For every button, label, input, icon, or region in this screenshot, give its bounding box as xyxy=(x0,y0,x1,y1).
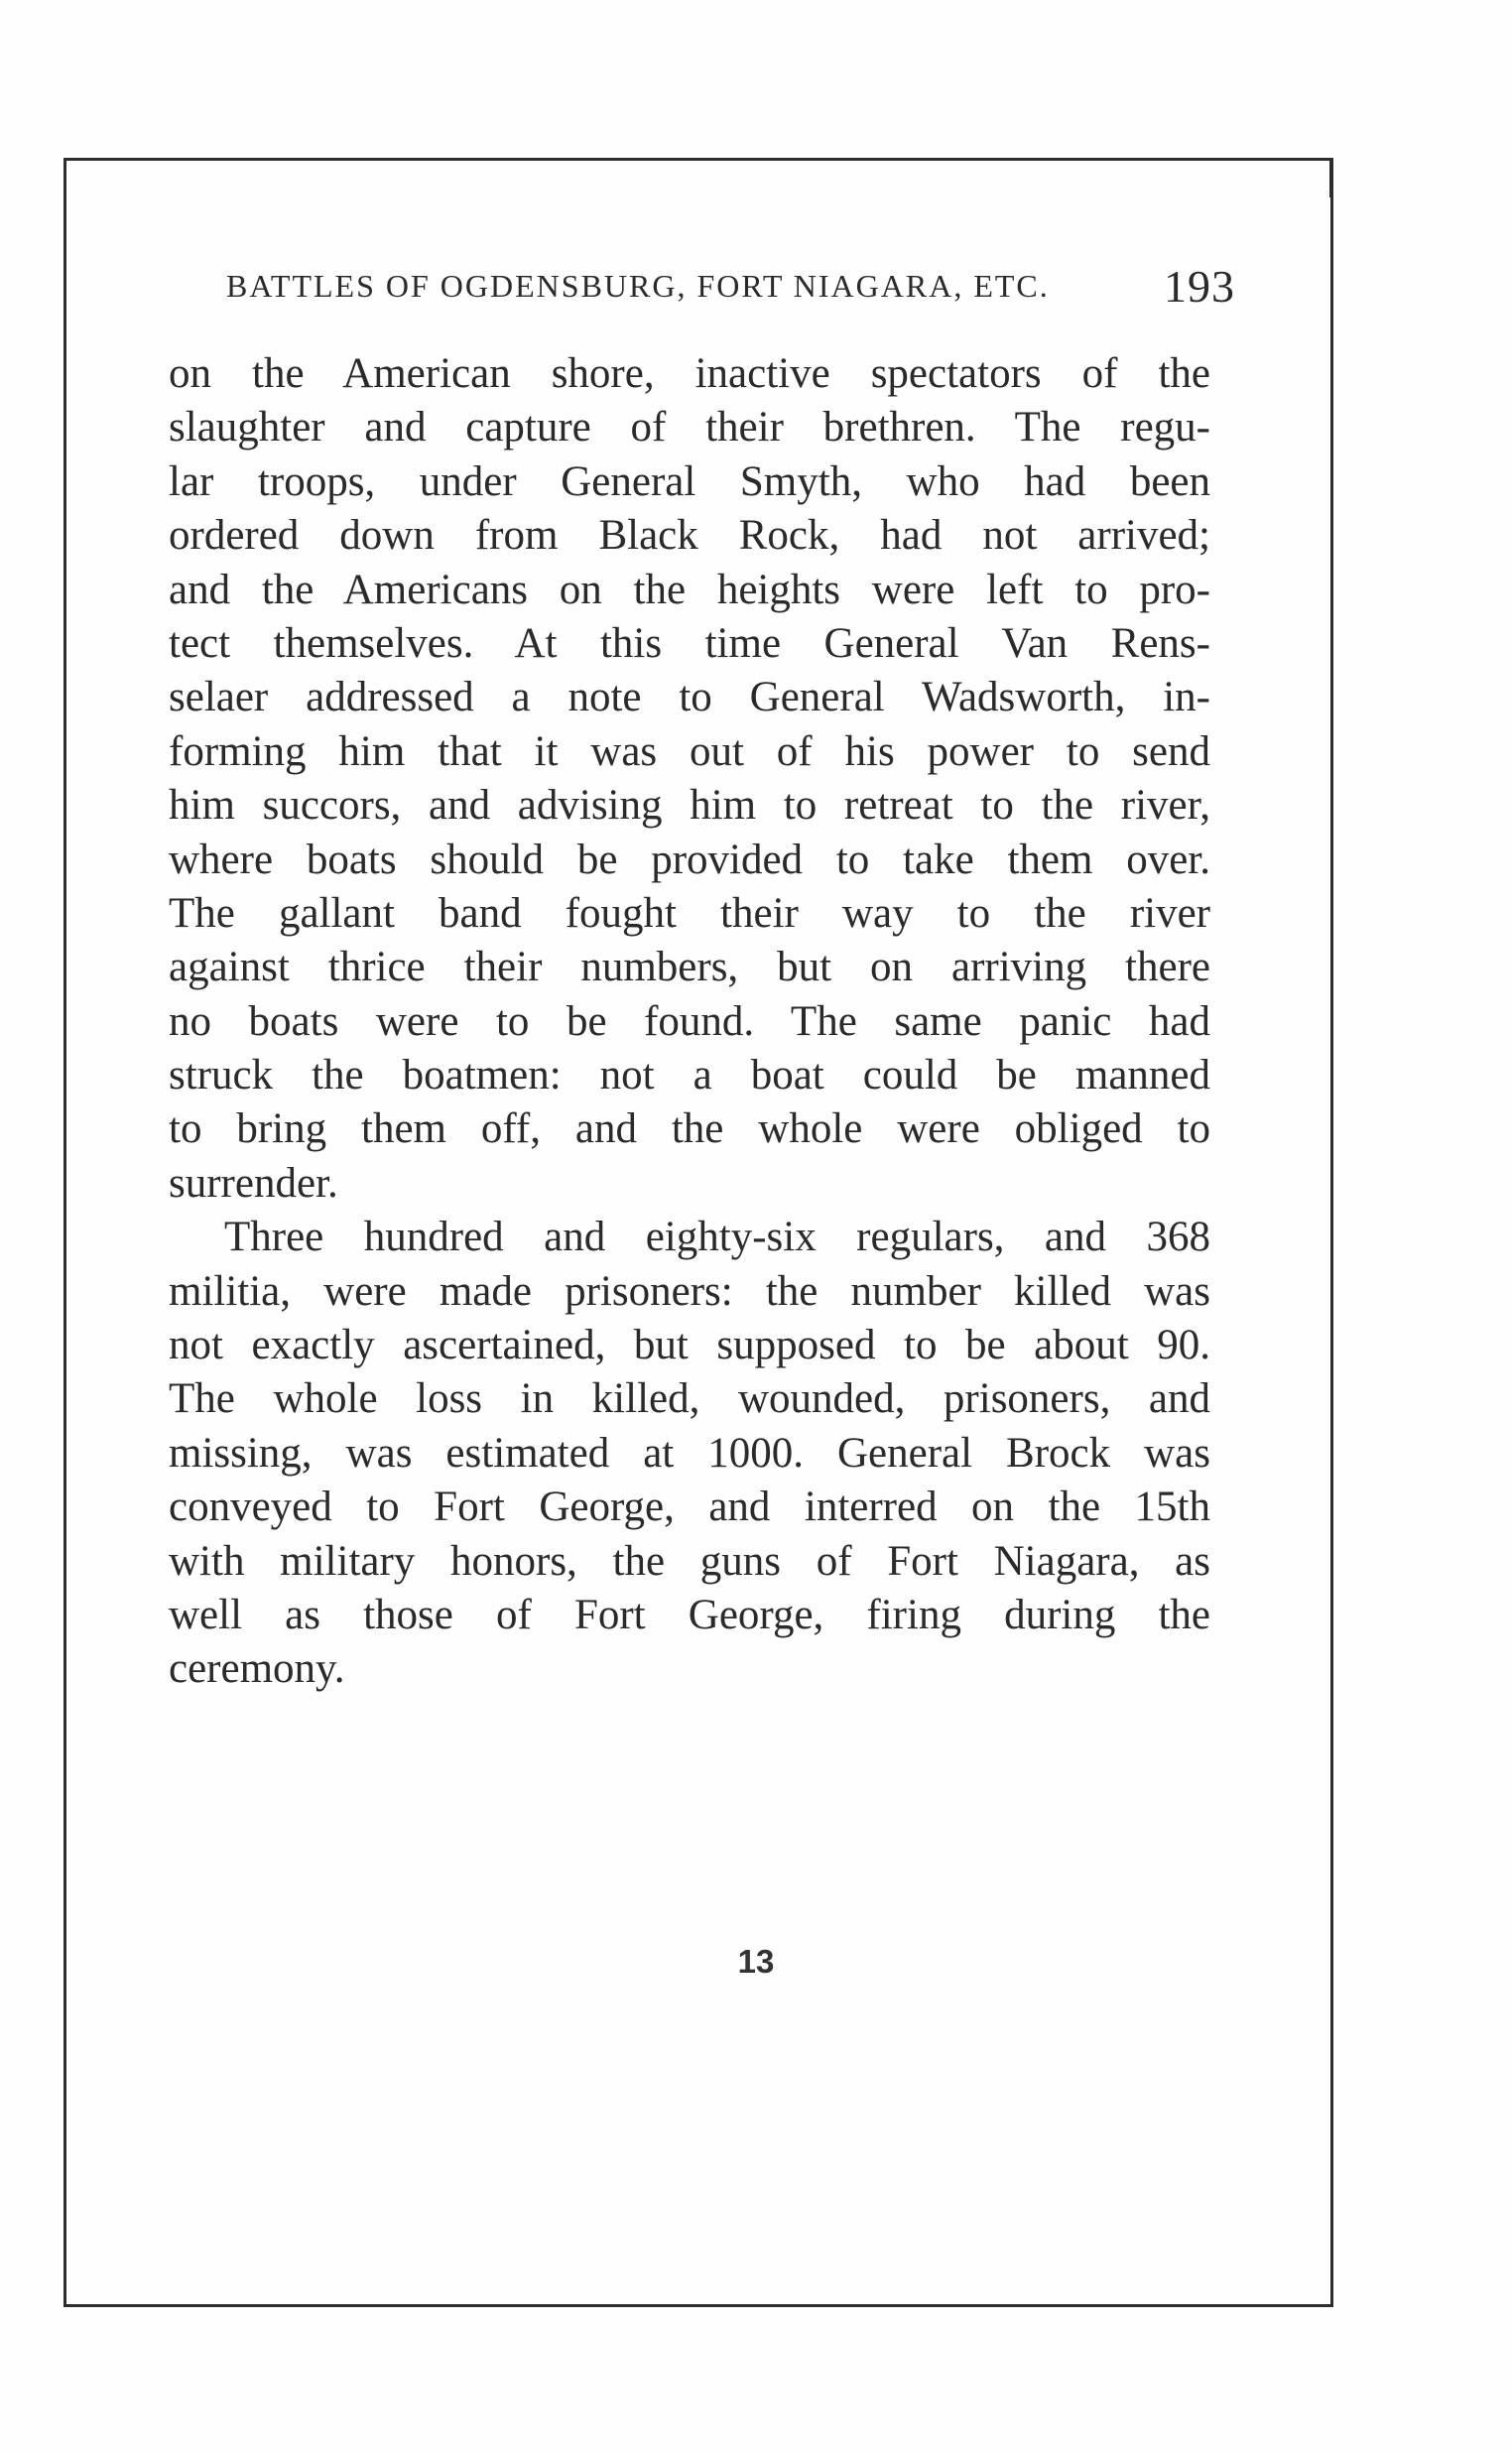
text-line: forming him that it was out of his power to send xyxy=(169,727,1210,775)
text-line: surrender. xyxy=(169,1159,338,1207)
text-line: lar troops, under General Smyth, who had been xyxy=(169,457,1210,505)
page-number: 193 xyxy=(1164,261,1235,312)
text-line: no boats were to be found. The same panic had xyxy=(169,997,1210,1045)
running-title: BATTLES OF OGDENSBURG, FORT NIAGARA, ETC. xyxy=(226,268,1050,304)
text-line: tect themselves. At this time General Van Rens- xyxy=(169,619,1210,667)
text-line: him succors, and advising him to retreat to the river, xyxy=(169,782,1210,830)
text-line: slaughter and capture of their brethren. The regu- xyxy=(169,404,1210,452)
text-line: missing, was estimated at 1000. General Brock was xyxy=(169,1429,1210,1477)
text-line: with military honors, the guns of Fort Niagara, as xyxy=(169,1537,1210,1585)
body-text xyxy=(169,347,1210,1697)
text-line: on the American shore, inactive spectators of the xyxy=(169,350,1210,397)
text-line: The gallant band fought their way to the river xyxy=(169,889,1210,937)
text-line: not exactly ascertained, but supposed to be about 90. xyxy=(169,1322,1210,1369)
text-line: The whole loss in killed, wounded, prisoners, and xyxy=(169,1375,1210,1423)
text-line: Three hundred and eighty-six regulars, and 368 xyxy=(224,1214,1210,1261)
border-tick xyxy=(1329,158,1332,197)
text-line: to bring them off, and the whole were obliged to xyxy=(169,1105,1210,1153)
text-line: militia, were made prisoners: the number killed was xyxy=(169,1267,1210,1315)
text-line: ceremony. xyxy=(169,1645,345,1693)
running-head xyxy=(174,260,1245,320)
paragraph-1 xyxy=(169,347,1210,1211)
paragraph-2 xyxy=(169,1211,1210,1697)
text-line: conveyed to Fort George, and interred on the 15th xyxy=(169,1484,1210,1531)
text-line: against thrice their numbers, but on arriving there xyxy=(169,944,1210,991)
text-line: ordered down from Black Rock, had not arrived; xyxy=(169,512,1210,560)
text-line: struck the boatmen: not a boat could be manned xyxy=(169,1052,1210,1099)
signature-mark: 13 xyxy=(737,1943,775,1980)
text-line: selaer addressed a note to General Wadsworth, in- xyxy=(169,674,1210,721)
text-line: and the Americans on the heights were left to pro- xyxy=(169,566,1210,613)
text-line: well as those of Fort George, firing during the xyxy=(169,1591,1210,1638)
text-line: where boats should be provided to take them over. xyxy=(169,836,1210,883)
